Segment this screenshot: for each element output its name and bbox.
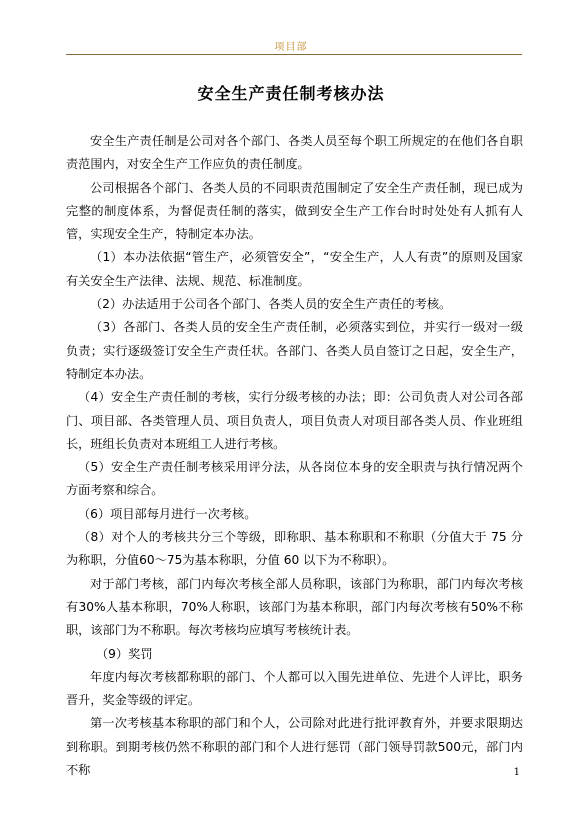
paragraph-department-assessment: 对于部门考核，部门内每次考核全部人员称职，该部门为称职，部门内每次考核有30%人基本称职，70%人称职，该部门为基本称职，部门内每次考核有50%不称职，该部门为不称职。每次考核均应填写考核统计表。 bbox=[66, 576, 523, 638]
paragraph-item-3: （3）各部门、各类人员的安全生产责任制，必须落实到位，并实行一级对一级负责；实行逐级签订安全生产责任状。各部门、各类人员自签订之日起，安全生产，特制定本办法。 bbox=[66, 320, 523, 381]
paragraph-item-8: （8）对个人的考核共分三个等级，即称职、基本称职和不称职（分值大于 75 分为称职，分值60～75为基本称职，分值 60 以下为不称职）。 bbox=[66, 530, 523, 568]
document-body bbox=[66, 130, 523, 782]
paragraph-item-9-heading: （9）奖罚 bbox=[96, 646, 153, 661]
paragraph-purpose: 公司根据各个部门、各类人员的不同职责范围制定了安全生产责任制，现已成为完整的制度体系，为督促责任制的落实，做到安全生产工作台时时处处有人抓有人管，实现安全生产，特制定本办法。 bbox=[66, 180, 523, 242]
paragraph-item-1: （1）本办法依据“管生产，必须管安全”，“安全生产，人人有责”的原则及国家有关安全生产法律、法规、规范、标准制度。 bbox=[66, 250, 523, 288]
page-header: 项目部 bbox=[274, 42, 308, 53]
paragraph-intro: 安全生产责任制是公司对各个部门、各类人员至每个职工所规定的在他们各自职责范围内，对安全生产工作应负的责任制度。 bbox=[66, 134, 523, 172]
paragraph-item-4: （4）安全生产责任制的考核，实行分级考核的办法；即：公司负责人对公司各部门、项目部、各类管理人员、项目负责人，项目负责人对项目部各类人员、作业班组长，班组长负责对本班组工人进行考核。 bbox=[66, 390, 523, 451]
page-number: 1 bbox=[513, 767, 520, 778]
paragraph-item-6: （6）项目部每月进行一次考核。 bbox=[78, 506, 257, 521]
document-title: 安全生产责任制考核办法 bbox=[197, 84, 385, 103]
header-rule bbox=[66, 54, 522, 55]
paragraph-item-5: （5）安全生产责任制考核采用评分法，从各岗位本身的安全职责与执行情况两个方面考察和综合。 bbox=[66, 460, 523, 498]
paragraph-penalties: 第一次考核基本称职的部门和个人，公司除对此进行批评教育外，并要求限期达到称职。到期考核仍然不称职的部门和个人进行惩罚（部门领导罚款500元，部门内不称 bbox=[66, 716, 523, 778]
paragraph-rewards: 年度内每次考核都称职的部门、个人都可以入围先进单位、先进个人评比，职务晋升，奖金等级的评定。 bbox=[66, 669, 523, 708]
paragraph-item-2: （2）办法适用于公司各个部门、各类人员的安全生产责任的考核。 bbox=[90, 297, 452, 312]
